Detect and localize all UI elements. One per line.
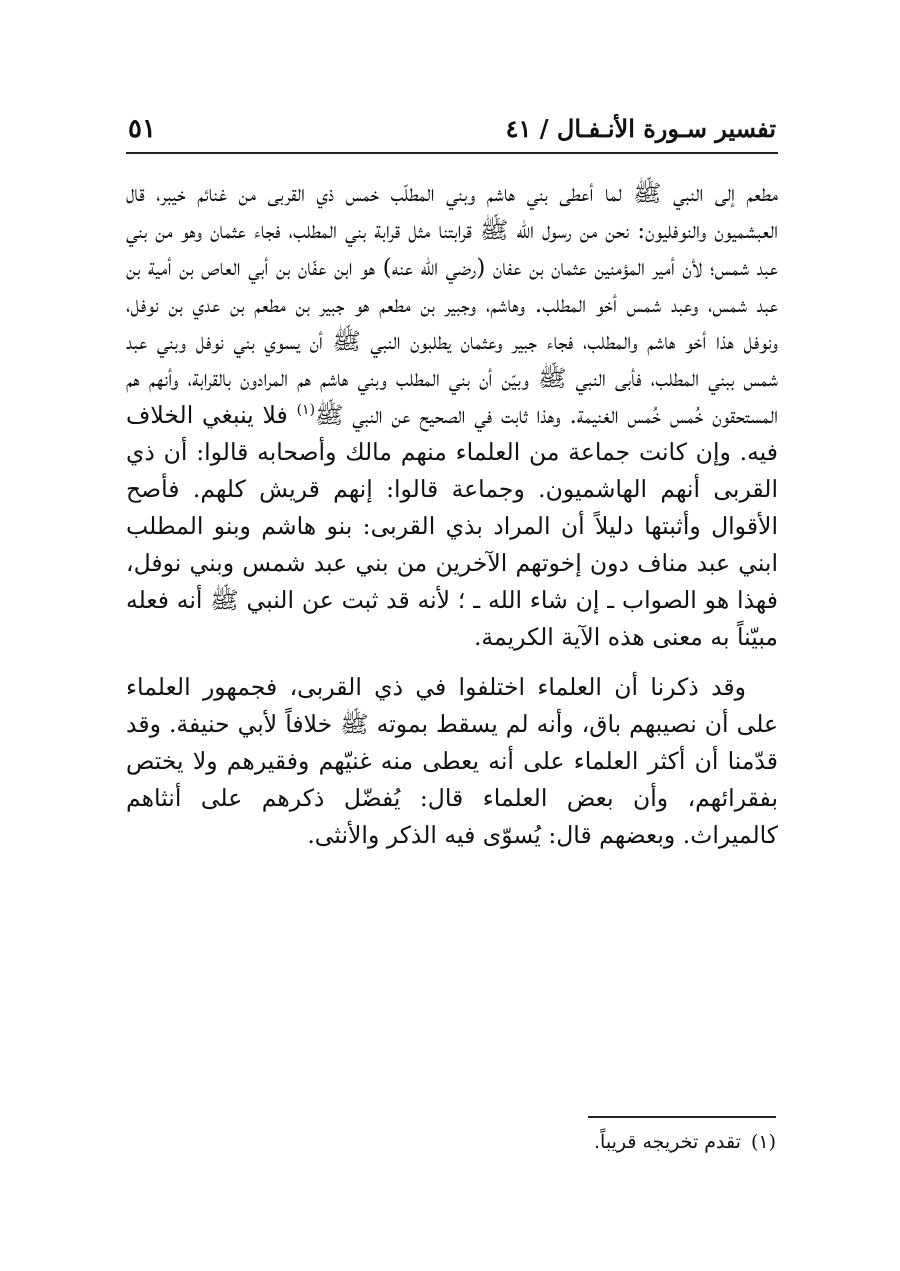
footnote-rule [588, 1116, 776, 1118]
paragraph-1-text-continued: فلا ينبغي الخلاف فيه. وإن كانت جماعة من العلماء منهم مالك وأصحابه قالوا: أن ذي القربى أنهم الهاشميون. وجماعة قالوا: إنهم قريش كلهم. فأصح الأقوال وأثبتها دليلاً أن المراد بذي القربى: بنو هاشم وبنو المطلب ابني عبد مناف دون إخوتهم الآخرين من بني عبد شمس وبني نوفل، فهذا هو الصواب ـ إن شاء الله ـ ؛ لأنه قد ثبت عن النبي ﷺ أنه فعله مبيّناً به معنى هذه الآية الكريمة. [126, 401, 778, 651]
running-header [128, 112, 776, 152]
paragraph-2: وقد ذكرنا أن العلماء اختلفوا في ذي القربى، فجمهور العلماء على أن نصيبهم باق، وأنه لم يسقط بموته ﷺ خلافاً لأبي حنيفة. وقد قدّمنا أن أكثر العلماء على أنه يعطى منه غنيّهم وفقيرهم ولا يختص بفقرائهم، وأن بعض العلماء قال: يُفضّل ذكرهم على أنثاهم كالميراث. وبعضهم قال: يُسوّى فيه الذكر والأنثى. [126, 673, 778, 849]
footnote-number: (١) [750, 1131, 776, 1153]
main-text [126, 175, 778, 854]
footnote-text: تقدم تخريجه قريباً. [594, 1131, 741, 1153]
page-number: ٥١ [128, 114, 156, 144]
header-title: تفسير سـورة الأنـفـال / ٤١ [505, 114, 776, 143]
footnote [400, 1128, 776, 1156]
header-rule [126, 152, 778, 154]
paragraph-1 [126, 175, 778, 656]
paragraph-1-text: مطعم إلى النبي ﷺ لما أعطى بني هاشم وبني المطلّب خمس ذي القربى من غنائم خيبر، قال العبشميون والنوفليون: نحن من رسول الله ﷺ قرابتنا مثل قرابة بني المطلب، فجاء عثمان وهو من بني عبد شمس؛ لأن أمير المؤمنين عثمان بن عفان (رضي الله عنه) هو ابن عفّان بن أبي العاص بن أمية بن عبد شمس، وعبد شمس أخو المطلب. وهاشم، وجبير بن مطعم هو جبير بن مطعم بن عدي بن نوفل، ونوفل هذا أخو هاشم والمطلب، فجاء جبير وعثمان يطلبون النبي ﷺ أن يسوي بني نوفل وبني عبد شمس ببني المطلب، فأبى النبي ﷺ وبيّن أن بني المطلب وبني هاشم هم المرادون بالقرابة، وأنهم هم المستحقون خُمس خُمس الغنيمة. وهذا ثابت في الصحيح عن النبي ﷺ [126, 179, 778, 429]
footnote-marker[interactable]: (١) [296, 402, 316, 419]
